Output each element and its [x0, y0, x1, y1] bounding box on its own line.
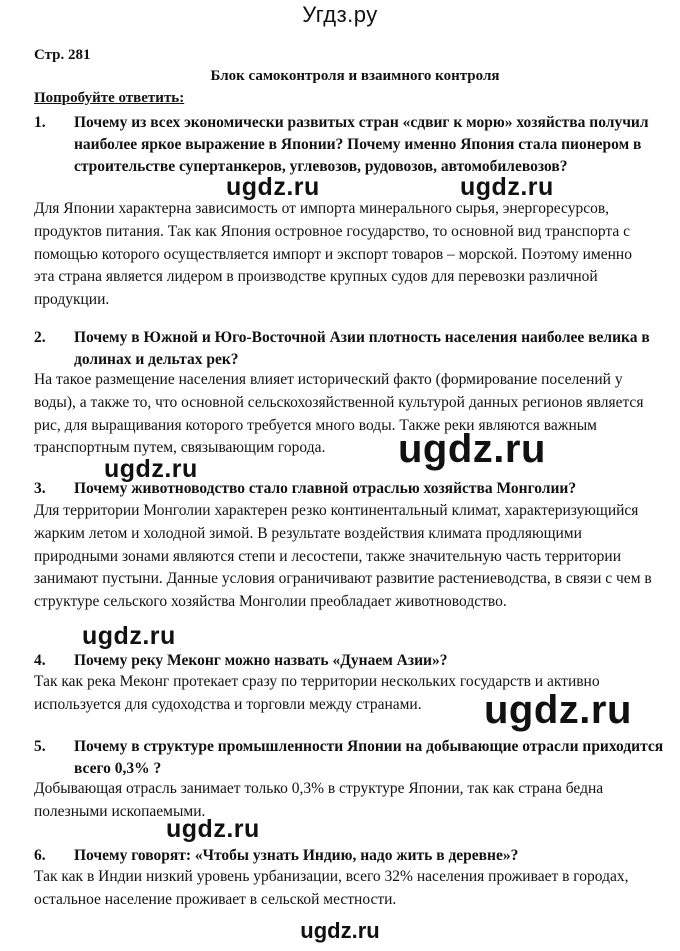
watermark: ugdz.ru: [460, 173, 554, 201]
answer-4: Так как река Меконг протекает сразу по территории нескольких государств и активно используется для судоходства и торговли между странами.: [34, 673, 600, 713]
question-number: 4.: [34, 652, 46, 669]
question-5: [34, 736, 674, 780]
block-title: Блок самоконтроля и взаимного контроля: [210, 68, 500, 84]
page-number: Стр. 281: [34, 47, 91, 63]
question-number: 3.: [34, 480, 46, 497]
question-1: [34, 112, 674, 178]
question-text: Почему в структуре промышленности Японии на добывающие отрасли приходится всего 0,3% ?: [74, 738, 664, 777]
answer-3: Для территории Монголии характерен резко континентальный климат, характеризующийся жарким летом и холодной зимой. В результате воздействия климата продляющими природными зонами являются степи и лесостепи, также значительную часть территории занимают пустыни. Данные условия ограничивают развитие растениеводства, в связи с чем в структуре сельского хозяйства Монголии преобладает животноводство.: [34, 502, 652, 611]
question-text: Почему реку Меконг можно назвать «Дунаем Азии»?: [74, 652, 448, 669]
watermark: ugdz.ru: [166, 815, 260, 843]
answer-2: На такое размещение населения влияет исторический факто (формирование поселений у воды), а также то, что основной сельскохозяйственной культурой данных регионов является рис, для выращивания которого требуется много воды. Также реки являются важным транспортным путем, связывающим города.: [34, 371, 644, 457]
question-number: 5.: [34, 738, 46, 755]
watermark: ugdz.ru: [82, 622, 176, 650]
watermark: ugdz.ru: [484, 688, 632, 732]
watermark: ugdz.ru: [226, 173, 320, 201]
footer-watermark: ugdz.ru: [300, 918, 380, 943]
question-text: Почему из всех экономически развитых стран «сдвиг к морю» хозяйства получил наиболее яркое выражение в Японии? Почему именно Япония стала пионером в строительстве супертанкеров, углевозов, рудовозов, автомобилевозов?: [74, 114, 649, 175]
watermark: ugdz.ru: [398, 427, 546, 471]
question-text: Почему животноводство стало главной отраслью хозяйства Монголии?: [74, 480, 577, 497]
question-number: 2.: [34, 329, 46, 346]
answer-5: Добывающая отрасль занимает только 0,3% в структуре Японии, так как страна бедна полезными ископаемыми.: [34, 780, 604, 820]
question-6: [34, 845, 674, 867]
watermark: ugdz.ru: [104, 455, 198, 483]
question-text: Почему в Южной и Юго-Восточной Азии плотность населения наиболее велика в долинах и дельтах рек?: [74, 329, 650, 368]
answer-1: Для Японии характерна зависимость от импорта минерального сырья, энергоресурсов, продуктов питания. Так как Япония островное государство, то основной вид транспорта с помощью которого осуществляется импорт и экспорт товаров – морской. Поэтому именно эта страна является лидером в производстве крупных судов для перевозки различной продукции.: [34, 200, 632, 309]
question-number: 6.: [34, 847, 46, 864]
question-4: [34, 650, 674, 672]
site-header: Угдз.ру: [302, 2, 378, 27]
question-text: Почему говорят: «Чтобы узнать Индию, надо жить в деревне»?: [74, 847, 519, 864]
question-2: [34, 327, 674, 371]
try-answer-heading: Попробуйте ответить:: [34, 90, 185, 106]
question-number: 1.: [34, 114, 46, 131]
answer-6: Так как в Индии низкий уровень урбанизации, всего 32% населения проживает в городах, остальное население проживает в сельской местности.: [34, 868, 629, 908]
